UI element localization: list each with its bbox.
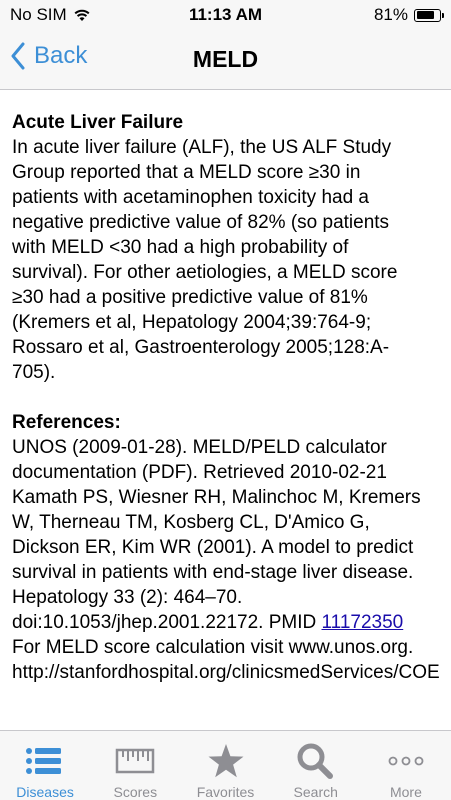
- text-line: UNOS (2009-01-28). MELD/PELD calculator: [12, 437, 387, 458]
- content-scroll[interactable]: [12, 110, 451, 720]
- more-icon: [386, 741, 426, 780]
- doi-text: doi:10.1053/jhep.2001.22172. PMID: [12, 612, 322, 633]
- back-label: Back: [34, 42, 88, 69]
- text-line: Group reported that a MELD score ≥30 in: [12, 162, 361, 183]
- page-title: MELD: [192, 46, 259, 72]
- text-line: (Kremers et al, Hepatology 2004;39:764-9;: [12, 312, 372, 333]
- text-line: In acute liver failure (ALF), the US ALF Study: [12, 137, 392, 158]
- nav-bar: [0, 30, 451, 90]
- alf-paragraph: [12, 135, 451, 385]
- status-bar: [0, 0, 451, 30]
- text-line: 705).: [12, 362, 56, 383]
- tab-label: Search: [293, 784, 338, 800]
- tab-label: More: [389, 784, 422, 800]
- references-heading: References:: [12, 412, 121, 433]
- tab-scores[interactable]: [90, 731, 180, 800]
- search-icon: [296, 741, 336, 780]
- tab-favorites[interactable]: [180, 731, 270, 800]
- text-line: documentation (PDF). Retrieved 2010-02-21: [12, 462, 387, 483]
- text-line: Dickson ER, Kim WR (2001). A model to predict: [12, 537, 414, 558]
- text-line: W, Therneau TM, Kosberg CL, D'Amico G,: [12, 512, 370, 533]
- tab-diseases[interactable]: [0, 731, 90, 800]
- tab-bar: [0, 730, 451, 800]
- text-line: with MELD <30 had a high probability of: [12, 237, 349, 258]
- text-line: patients with acetaminophen toxicity had a: [12, 187, 369, 208]
- tab-search[interactable]: [271, 731, 361, 800]
- tab-label: Favorites: [196, 784, 255, 800]
- text-line: Rossaro et al, Gastroenterology 2005;128:A-: [12, 337, 390, 358]
- list-icon: [25, 741, 65, 780]
- url-line: http://stanfordhospital.org/clinicsmedServices/COE: [12, 662, 440, 683]
- tab-more[interactable]: [361, 731, 451, 800]
- battery-percent: 81%: [373, 5, 408, 24]
- star-icon: [206, 741, 246, 780]
- text-line: Kamath PS, Wiesner RH, Malinchoc M, Kremers: [12, 487, 421, 508]
- spacer: [12, 385, 451, 410]
- tab-label: Diseases: [16, 784, 74, 800]
- tab-label: Scores: [113, 784, 158, 800]
- ruler-icon: [115, 741, 155, 780]
- text-line: survival). For other aetiologies, a MELD score: [12, 262, 398, 283]
- status-time: 11:13 AM: [188, 5, 263, 24]
- battery-fill: [417, 11, 435, 19]
- battery-icon: [414, 9, 441, 22]
- references-paragraph: [12, 435, 451, 685]
- text-line: For MELD score calculation visit www.unos.org.: [12, 637, 414, 658]
- status-right: [374, 5, 441, 25]
- text-line: Hepatology 33 (2): 464–70.: [12, 587, 243, 608]
- carrier-label: No SIM: [10, 5, 67, 24]
- doi-line: [12, 610, 451, 635]
- text-line: survival in patients with end-stage liver disease.: [12, 562, 414, 583]
- alf-heading: Acute Liver Failure: [12, 112, 184, 133]
- pmid-link[interactable]: 11172350: [321, 612, 404, 633]
- text-line: ≥30 had a positive predictive value of 81%: [12, 287, 368, 308]
- text-line: negative predictive value of 82% (so patients: [12, 212, 390, 233]
